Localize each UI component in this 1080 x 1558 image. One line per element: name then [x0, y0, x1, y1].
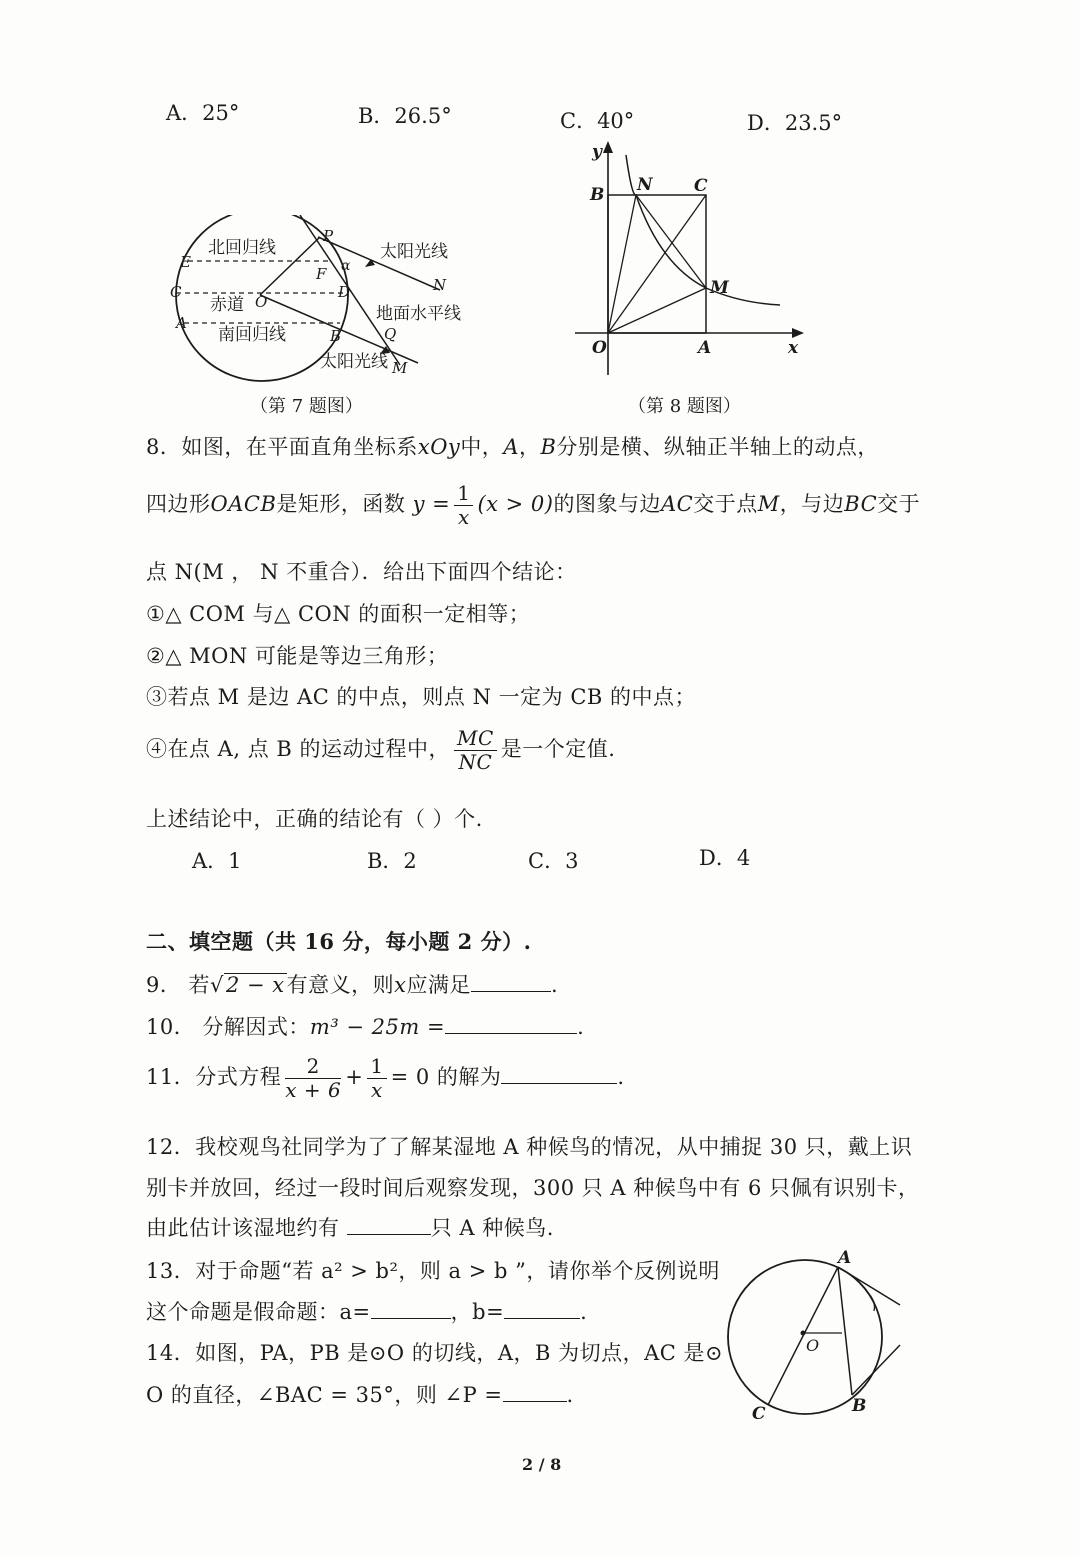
label-o: O [592, 338, 607, 358]
label-p: P [323, 227, 334, 245]
q14-line2: O 的直径，∠BAC = 35°，则 ∠P = . [146, 1383, 574, 1407]
q8-conclusion-2: ②△ MON 可能是等边三角形； [146, 644, 449, 668]
line-om [608, 288, 706, 333]
label-n: N [637, 175, 653, 195]
label-y: y [592, 142, 602, 162]
label-o: O [255, 293, 268, 311]
radicand: 2 − x [225, 973, 285, 997]
q12-line2: 别卡并放回，经过一段时间后观察发现，300 只 A 种候鸟中有 6 只佩有识别卡， [146, 1176, 920, 1200]
label-horizon: 地面水平线 [376, 304, 461, 324]
q8-option-a: A．1 [192, 849, 242, 873]
chord-ab [838, 1267, 852, 1395]
q13-line2: 这个命题是假命题：a= ，b= . [146, 1300, 588, 1324]
label-c: C [752, 1404, 766, 1424]
tangent-pa [838, 1267, 900, 1305]
q8-option-b: B．2 [367, 849, 417, 873]
q13-a-blank [371, 1300, 451, 1319]
q9: 9． 若√2 − x有意义，则x应满足 . [146, 973, 559, 997]
label-d: D [338, 283, 351, 301]
q13-b-blank [504, 1300, 580, 1319]
label-m: M [392, 359, 408, 377]
q10-answer-blank [445, 1015, 577, 1034]
label-m: M [710, 278, 729, 298]
label-x: x [788, 338, 799, 358]
q14-answer-blank [503, 1383, 567, 1402]
label-c: C [170, 283, 182, 301]
label-f: F [316, 265, 327, 283]
figure-14-diagram [720, 1245, 910, 1425]
q8-option-c: C．3 [528, 849, 579, 873]
label-n: N [433, 276, 447, 294]
q7-option-b: B．26.5° [358, 104, 452, 128]
figure-7-diagram [160, 215, 480, 385]
q8-ask: 上述结论中，正确的结论有（ ）个. [146, 807, 483, 831]
diameter-ac [768, 1267, 838, 1405]
q12-line3: 由此估计该湿地约有 只 A 种候鸟. [146, 1216, 554, 1240]
fraction-mc-nc: $\frac{MC}{NC}$ [454, 727, 497, 774]
figure-8-diagram [570, 135, 810, 380]
center-dot [801, 1331, 806, 1336]
page-number: 2 / 8 [522, 1455, 562, 1474]
q8-line1: 8．如图，在平面直角坐标系xOy中，A，B分别是横、纵轴正半轴上的动点， [146, 435, 879, 459]
label-equator: 赤道 [210, 295, 244, 315]
q8-conclusion-4: ④在点 A, 点 B 的运动过程中， $\frac{MC}{NC}$ 是一个定值. [146, 726, 616, 774]
section-2-heading: 二、填空题（共 16 分，每小题 2 分）. [146, 929, 532, 954]
x-axis-arrow [792, 328, 804, 338]
label-sunlight-bottom: 太阳光线 [320, 352, 388, 372]
q13-line1: 13．对于命题“若 a² > b²，则 a > b ”，请你举个反例说明 [146, 1259, 720, 1283]
label-c: C [694, 176, 708, 196]
label-sunlight-top: 太阳光线 [380, 242, 448, 262]
label-tropic-capricorn: 南回归线 [218, 325, 286, 345]
label-tropic-cancer: 北回归线 [208, 238, 276, 258]
label-o: O [806, 1336, 820, 1355]
q11: 11．分式方程 $\frac{2}{x + 6}$ + $\frac{1}{x}$ = 0 的解为 . [146, 1054, 625, 1102]
circle-o [728, 1260, 882, 1414]
label-b: B [590, 185, 605, 205]
q12-line1: 12．我校观鸟社同学为了了解某湿地 A 种候鸟的情况，从中捕捉 30 只，戴上识 [146, 1135, 913, 1159]
q7-option-d: D．23.5° [747, 111, 843, 135]
label-e: E [180, 253, 191, 271]
q8-conclusion-3: ③若点 M 是边 AC 的中点，则点 N 一定为 CB 的中点； [146, 685, 697, 709]
label-b: B [330, 327, 342, 345]
fraction-1-over-x: $\frac{1}{x}$ [454, 482, 473, 529]
q12-answer-blank [347, 1216, 431, 1235]
label-a: A [838, 1248, 852, 1268]
q8-conclusion-1: ①△ COM 与△ CON 的面积一定相等； [146, 602, 531, 626]
label-a: A [698, 338, 712, 358]
line-oc [608, 195, 706, 333]
tangent-pb [852, 1345, 900, 1395]
q10: 10． 分解因式：m³ − 25m = . [146, 1015, 585, 1039]
q7-option-c: C．40° [560, 109, 635, 133]
q9-answer-blank [471, 973, 551, 992]
y-axis-arrow [603, 141, 613, 153]
label-a: A [176, 314, 187, 332]
q8-line2: 四边形OACB是矩形，函数 y = $\frac{1}{x}$ (x > 0)的图象与边AC交于点M，与边BC交于 [146, 481, 921, 529]
q8-line3: 点 N(M ， N 不重合）．给出下面四个结论： [146, 560, 577, 584]
figure-7-caption: （第 7 题图） [250, 396, 363, 417]
label-q: Q [384, 325, 397, 343]
label-b: B [852, 1396, 867, 1416]
figure-8-caption: （第 8 题图） [628, 396, 741, 417]
q8-option-d: D．4 [699, 846, 751, 870]
label-alpha: α [341, 258, 351, 274]
q11-answer-blank [501, 1065, 617, 1084]
q14-line1: 14．如图，PA，PB 是⊙O 的切线，A，B 为切点，AC 是⊙ [146, 1341, 724, 1365]
q7-option-a: A．25° [166, 101, 240, 125]
